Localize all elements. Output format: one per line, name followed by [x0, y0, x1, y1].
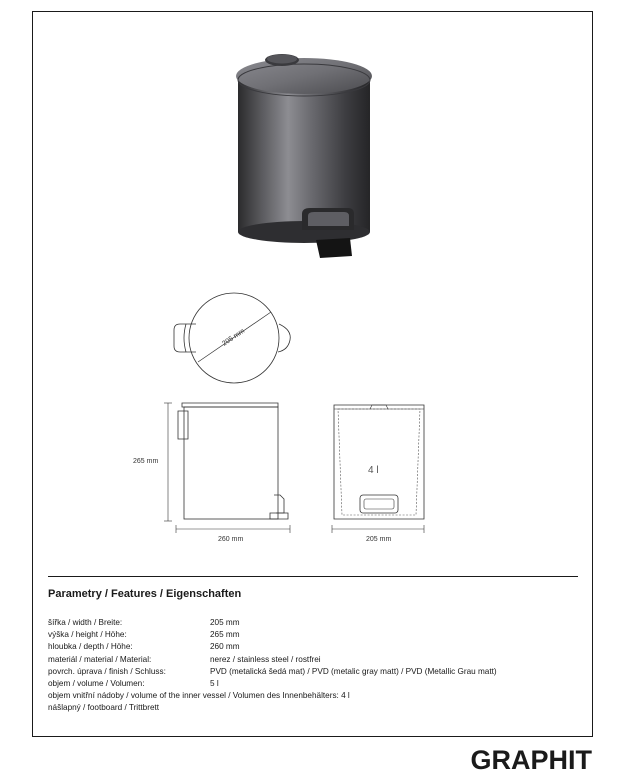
top-view-diameter-label: 205 mm [221, 327, 247, 348]
spec-value: 260 mm [210, 642, 240, 652]
spec-value: nerez / stainless steel / rostfrei [210, 654, 321, 664]
spec-value: 205 mm [210, 618, 240, 627]
spec-row-inner-vessel [48, 690, 578, 702]
specs-table [48, 617, 578, 715]
side-view-drawing [130, 395, 300, 550]
spec-label: objem / volume / Volumen: [48, 679, 145, 689]
spec-row-footboard [48, 702, 578, 714]
side-view-height-label: 265 mm [133, 458, 159, 465]
spec-label: povrch. úprava / finish / Schluss: [48, 666, 166, 676]
section-divider [48, 576, 578, 577]
spec-row [48, 629, 578, 641]
side-view-depth-label: 260 mm [218, 536, 244, 543]
spec-label: výška / height / Höhe: [48, 630, 127, 640]
spec-label: materiál / material / Material: [48, 654, 152, 664]
spec-row [48, 617, 578, 629]
spec-label: hloubka / depth / Höhe: [48, 642, 133, 652]
top-view-drawing [168, 290, 298, 390]
spec-footboard: nášlapný / footboard / Trittbrett [48, 703, 160, 713]
product-image [224, 50, 384, 265]
brand-title: GRAPHIT [470, 745, 592, 775]
front-view-width-label: 205 mm [366, 536, 392, 543]
spec-row [48, 654, 578, 666]
specs-title: Parametry / Features / Eigenschaften [48, 588, 242, 600]
spec-row [48, 678, 578, 690]
spec-value: 265 mm [210, 630, 240, 640]
front-view-drawing [326, 395, 431, 550]
spec-row [48, 641, 578, 653]
spec-inner-vessel: objem vnitřní nádoby / volume of the inner vessel / Volumen des Innenbehälters: 4 l [48, 691, 350, 701]
spec-value: 5 l [210, 679, 219, 689]
spec-label: šířka / width / Breite: [48, 618, 123, 627]
spec-value: PVD (metalická šedá mat) / PVD (metalic gray matt) / PVD (Metallic Grau matt) [210, 666, 497, 676]
front-view-volume-label: 4 l [368, 465, 379, 476]
spec-row [48, 666, 578, 678]
